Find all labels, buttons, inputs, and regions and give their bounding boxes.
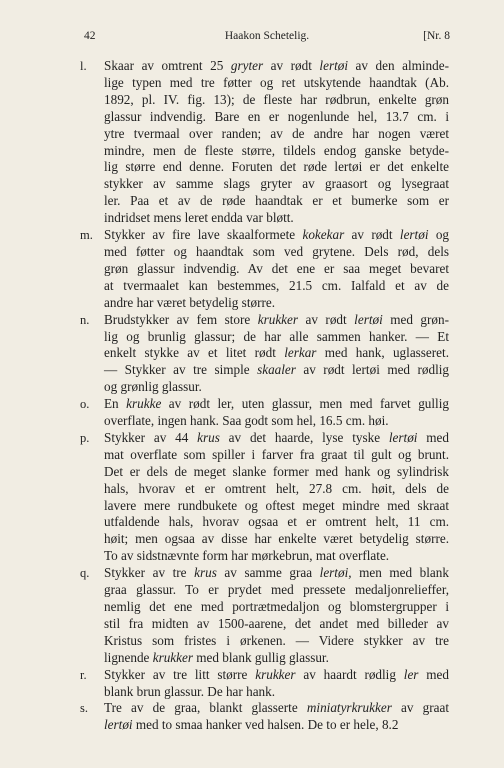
text-line [104,464,449,481]
text-line [104,667,449,684]
text-run: av den alminde- [348,58,449,73]
text-run: blank brun glassur. De har hank. [104,683,276,699]
entry-label: o. [80,397,90,412]
text-run: med hank, uglasseret. [316,345,449,361]
text-line [104,362,449,379]
text-run: Stykker av tre litt større [104,666,256,682]
text-line [104,278,449,295]
running-head [84,30,450,46]
catalogue-entry [80,666,449,701]
text-run: Stykker av fire lave skaalformete [104,227,303,243]
text-line [104,700,449,717]
text-line [104,633,449,650]
text-run: hals, hvorav et er omtrent helt, 27.8 cm. høit, dels de [104,480,449,496]
italic-term: lerkar [284,345,317,361]
text-run: — Stykker av tre simple [104,362,258,378]
italic-term: krus [197,429,220,445]
text-run: med to smaa hanker ved halsen. De to er hele, 8.2 [132,717,399,733]
text-run: av rødt [263,58,320,73]
entry-label: p. [80,430,90,445]
running-head-author: Haakon Schetelig. [224,30,310,42]
italic-term: lertøi [104,717,133,733]
text-run: med føtter og haandtak som ved grytene. Dels rød, dels [104,243,449,259]
catalogue-entry [80,700,449,734]
italic-term: lertøi [388,429,418,445]
italic-term: miniatyrkrukker [306,700,392,716]
entry-label: s. [80,701,88,716]
text-line [104,514,449,531]
text-line [104,312,449,329]
text-line [104,531,449,548]
entry-label: n. [80,312,90,327]
text-run: enkelt stykke av et litet rødt [104,345,285,361]
issue-number: [Nr. 8 [423,30,450,42]
text-run: Stykker av tre [104,565,195,581]
italic-term: ler [403,666,419,682]
italic-term: krukke [126,396,162,412]
text-run: lignende [104,649,153,665]
text-run: Skaar av omtrent 25 [104,58,231,73]
text-line [104,75,449,92]
text-run: Brudstykker av fem store [104,311,258,327]
text-run: og grønlig glassur. [104,379,202,395]
text-line [104,684,449,701]
text-line [104,717,449,734]
italic-term: lertøi [319,58,348,73]
entry-label: m. [80,228,93,243]
text-line [104,58,449,75]
italic-term: krukker [255,666,296,682]
text-run: med blank gullig glassur. [193,649,329,665]
text-run: grøn glassur indvendig. Av det ene er saa meget bevaret [104,260,449,276]
italic-term: krukker [152,649,193,665]
text-run: med [418,666,449,682]
text-line [104,126,449,143]
text-run: overflate, ingen hank. Saa godt som hel, 16.5 cm. høi. [104,413,389,429]
text-run: av samme graa [216,565,320,581]
text-run: av det haarde, lyse tyske [219,429,389,445]
entry-label: l. [80,59,87,73]
text-line [104,295,449,312]
text-line [104,159,449,176]
text-run: lavere mere rundbukete og oftest meget mindre med skraat [104,497,449,513]
text-line [104,210,449,227]
text-run: 1892, pl. IV. fig. 13); de fleste har rødbrun, enkelte grøn [104,91,449,107]
entry-label: q. [80,566,90,581]
italic-term: lertøi, [319,565,352,581]
text-run: og [428,227,449,243]
catalogue-entry [80,58,449,227]
text-line [104,345,449,362]
text-line [104,92,449,109]
text-run: Kristus som fristes i ørkenen. — Videre stykker av tre [104,632,449,648]
text-line [104,481,449,498]
text-run: Tre av de graa, blankt glasserte [104,700,307,716]
text-run: lig større end denne. Foruten det røde lertøi er det enkelte [104,159,449,175]
text-run: To av sidstnævnte form har mørkebrun, mat overflate. [104,548,390,564]
entry-label: r. [80,667,87,682]
text-line [104,565,449,582]
text-line [104,582,449,599]
italic-term: lertøi [354,311,383,327]
italic-term: skaaler [257,362,296,378]
text-line [104,498,449,515]
text-line [104,244,449,261]
text-run: Stykker av 44 [104,429,198,445]
text-line [104,599,449,616]
text-run: med [417,429,449,445]
text-run: ytre tvermaal over randen; av de andre har nogen været [104,125,449,141]
text-run: lig og brunlig glassur; de har alle sammen hanker. — Et [104,328,449,344]
text-line [104,447,449,464]
text-run: av graat [391,700,449,716]
text-line [104,143,449,160]
catalogue-entry [80,311,449,397]
text-line [104,261,449,278]
text-run: mindre, men de fleste større, tildels endog ganske betyde- [104,142,449,158]
italic-term: krus [194,565,217,581]
text-run: lige typen med tre føtter og ret utskytende haandtak (Ab. [104,74,449,90]
catalogue-entry [80,396,449,430]
text-line [104,650,449,667]
text-run: stykker av samme slags gryter av graasort og lysegraat [104,176,449,192]
page-number: 42 [84,30,96,42]
text-run: nemlig det ene med portrætmedaljon og blomstergrupper i [104,599,449,614]
text-run: stil fra midten av 1500-aarene, det andet med billeder av [104,615,449,631]
text-run: indridset mens leret endda var bløtt. [104,210,294,226]
text-run: av rødt [344,227,400,243]
text-run: En [104,396,127,412]
text-line [104,227,449,244]
text-run: at tvermaalet kan bestemmes, 21.5 cm. Ialfald et av de [104,277,449,293]
text-run: av rødt ler, uten glassur, men med farvet gullig [161,396,449,412]
text-run: høit; men ogsaa av disse har enkelte været betydelig større. [104,531,449,547]
text-line [104,430,449,447]
text-run: men med blank [351,565,449,581]
text-line [104,193,449,210]
catalogue-entry [80,429,449,565]
text-line [104,413,449,430]
catalogue-entry [80,565,449,666]
text-line [104,329,449,346]
text-line [104,616,449,633]
text-run: av rødt [298,311,355,327]
italic-term: kokekar [302,227,345,243]
text-line [104,176,449,193]
text-run: glassur indvendig. Bare en er nogenlunde hel, 13.7 cm. i [104,108,449,124]
text-run: av haardt rødlig [295,666,404,682]
text-line [104,548,449,565]
italic-term: gryter [230,58,264,73]
catalogue-entry [80,227,449,312]
text-run: andre har været betydelig større. [104,294,276,310]
text-run: graa glassur. To er prydet med pressete medaljonrelieffer, [104,582,449,598]
text-run: med grøn- [382,311,449,327]
text-line [104,109,449,126]
text-run: ler. Paa et av de røde haandtak er et bumerke som er [104,193,449,209]
text-line [104,396,449,413]
text-line [104,379,449,396]
italic-term: lertøi [399,227,429,243]
text-run: mat overflate som spiller i farver fra graat til gult og brunt. [104,446,449,462]
text-run: av rødt lertøi med rødlig [295,362,449,378]
italic-term: krukker [257,311,299,327]
text-run: Det er dels de meget slanke former med hank og sylindrisk [104,463,449,479]
text-run: utfaldende hals, hvorav ogsaa et er omtrent helt, 11 cm. [104,514,449,530]
text-body [80,58,449,734]
